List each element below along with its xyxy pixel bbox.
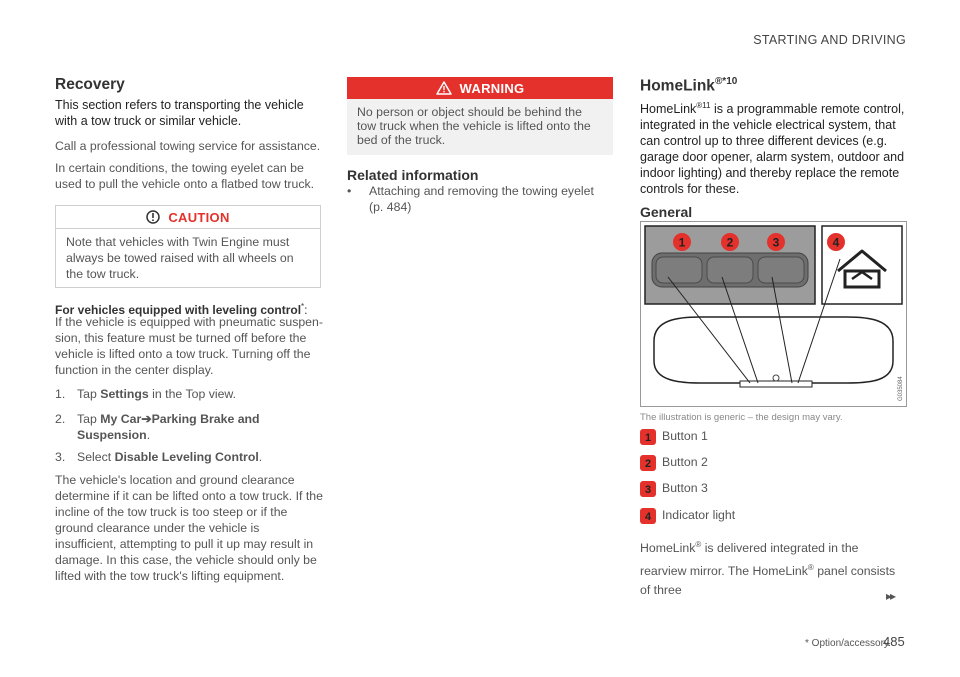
svg-text:4: 4: [644, 511, 652, 523]
homelink-title-line: [640, 76, 737, 95]
page-number: 485: [883, 634, 905, 649]
homelink-bottom-sup-1: ®: [695, 540, 702, 549]
legend-marker-3: [640, 481, 656, 497]
homelink-bottom-text: [640, 535, 908, 600]
caution-header: [56, 206, 320, 229]
step-3: [55, 449, 321, 465]
recovery-intro: This section refers to transporting the vehicle with a tow truck or similar vehicle.: [55, 98, 304, 128]
recovery-paragraph-1: Call a professional towing service for assistance.: [55, 139, 321, 153]
legend-label-4: Indicator light: [662, 508, 736, 522]
figure-caption: The illustration is generic – the design may vary.: [640, 412, 843, 423]
recovery-paragraph-2: In certain conditions, the towing eyelet can be used to pull the vehicle onto a flatbed tow truck.: [55, 161, 315, 191]
my-car-label: My Car: [100, 412, 142, 426]
step-2-continued: [77, 427, 321, 443]
legend-item-2: [640, 455, 708, 471]
caution-text: Note that vehicles with Twin Engine must always be towed raised with all wheels on the tow truck.: [66, 235, 294, 281]
caution-box: [55, 205, 321, 288]
step-3-post: .: [258, 450, 263, 464]
homelink-intro: [640, 98, 908, 197]
related-heading: Related information: [347, 167, 479, 183]
figure-marker-2: 2: [726, 235, 734, 250]
step-2: [55, 411, 321, 427]
caution-icon: [146, 210, 160, 224]
parking-brake-label: Parking Brake and: [151, 412, 260, 426]
step-1-post: in the Top view.: [148, 387, 237, 401]
next-page-arrows-icon: ▸▸: [886, 589, 895, 603]
homelink-bottom-name: HomeLink: [640, 541, 696, 556]
homelink-intro-name: HomeLink: [640, 102, 697, 117]
warning-triangle-icon: [436, 81, 452, 95]
settings-label: Settings: [100, 387, 149, 401]
homelink-bottom-end: panel consists of three: [640, 564, 896, 598]
warning-header: [347, 77, 613, 99]
step-1: [55, 386, 321, 402]
legend-item-1: [640, 429, 708, 445]
disable-leveling-label: Disable Leveling Control: [114, 450, 259, 464]
warning-title: WARNING: [459, 80, 525, 96]
step-2-number: 2.: [55, 412, 66, 426]
svg-text:2: 2: [644, 458, 652, 470]
warning-text: No person or object should be behind the tow truck when the vehicle is lifted onto the bed of the truck.: [347, 99, 613, 155]
leveling-colon: :: [304, 303, 308, 317]
menu-arrow-icon: ➔: [141, 412, 152, 426]
footer-note: * Option/accessory.: [805, 638, 891, 649]
legend-marker-4: [640, 508, 656, 524]
step-2-pre: Tap: [77, 412, 101, 426]
step-1-number: 1.: [55, 387, 66, 401]
warning-box: [347, 77, 613, 155]
legend-item-4: [640, 508, 735, 524]
legend-label-2: Button 2: [662, 455, 708, 469]
step-2-post: .: [146, 428, 151, 442]
homelink-bottom-sup-2: ®: [807, 563, 814, 573]
recovery-title: Recovery: [55, 76, 125, 93]
homelink-intro-text: is a programmable remote control, integrated in the vehicle electrical system, that can control up to three different devices (e.g. garage door opener, alarm system, outdoor and indoor lighting) and thereby replace the remote controls for these.: [640, 102, 905, 197]
figure-marker-3: 3: [772, 235, 780, 250]
figure-code: G035084: [898, 376, 904, 401]
leveling-text: If the vehicle is equipped with pneumatic suspen-sion, this feature must be turned off before the vehicle is lifted onto a tow truck. Turning off the function in the center display.: [55, 315, 323, 377]
legend-marker-1: [640, 429, 656, 445]
figure-marker-4: 4: [832, 235, 840, 250]
homelink-intro-sup: ®11: [696, 101, 711, 110]
legend-marker-2: [640, 455, 656, 471]
homelink-bottom-mid: is delivered integrated in the rearview mirror. The HomeLink: [640, 541, 859, 579]
figure-marker-1: 1: [678, 235, 686, 250]
related-bullet: •: [347, 184, 352, 198]
homelink-illustration: [640, 221, 907, 407]
section-title: STARTING AND DRIVING: [753, 33, 906, 47]
homelink-title: HomeLink: [640, 77, 715, 95]
legend-label-1: Button 1: [662, 429, 708, 443]
closing-paragraph: The vehicle's location and ground clearance determine if it can be lifted onto a tow truck. If the incline of the tow truck is too steep or if the ground clearance under the vehicle is insufficient, attempting to pull it up may result in damage. In this case, the vehicle should only be lifted with the tow truck's lifting equipment.: [55, 473, 323, 583]
step-3-pre: Select: [77, 450, 115, 464]
suspension-label: Suspension: [77, 428, 147, 442]
caution-title: CAUTION: [168, 209, 230, 225]
related-link-towing-eyelet[interactable]: Attaching and removing the towing eyelet (p. 484): [369, 184, 594, 214]
homelink-title-sup: ®*10: [714, 76, 738, 87]
legend-label-3: Button 3: [662, 481, 708, 495]
step-1-pre: Tap: [77, 387, 101, 401]
leveling-heading: For vehicles equipped with leveling control: [55, 303, 302, 317]
homelink-mirror-figure: [640, 221, 907, 407]
general-heading: General: [640, 204, 693, 220]
legend-item-3: [640, 481, 708, 497]
svg-text:1: 1: [644, 432, 652, 444]
step-3-number: 3.: [55, 450, 66, 464]
option-mark: *: [301, 302, 305, 311]
svg-text:3: 3: [644, 484, 652, 496]
